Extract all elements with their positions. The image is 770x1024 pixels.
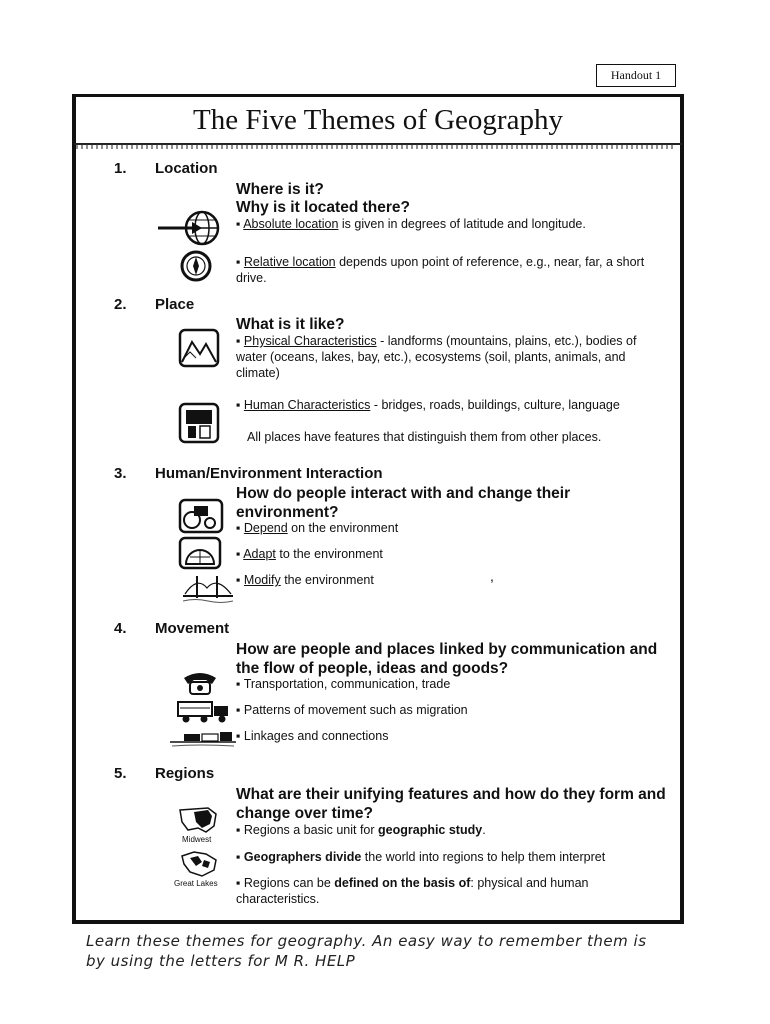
theme-number: 3. [114,465,127,482]
theme-heading: Human/Environment Interaction [155,465,383,482]
bullet-item: ▪ Depend on the environment [236,521,399,535]
theme-heading: Location [155,160,218,177]
mountains-icon [178,328,220,368]
train-icon [170,728,236,748]
great-lakes-map-icon [180,848,220,878]
bullet-item: ▪ Transportation, communication, trade [236,677,451,691]
town-icon [178,402,220,444]
theme-heading: Place [155,296,195,313]
bullet-item: ▪ Human Characteristics - bridges, roads, buildings, culture, language [236,398,620,412]
theme-number: 2. [114,296,127,313]
bullet-item: ▪ Physical Characteristics - landforms (mountains, plains, etc.), bodies of water (oceans, lakes, bay, etc.), ecosystems (soil, plants, animals, and climate) [236,334,637,380]
theme-note: All places have features that distinguish them from other places. [247,430,602,444]
title-bar [74,97,682,145]
theme-number: 4. [114,620,127,637]
page-title: The Five Themes of Geography [193,104,563,136]
decorative-divider [76,144,676,149]
bullet-item: ▪ Adapt to the environment [236,547,383,561]
truck-icon [176,698,232,724]
theme-question: Where is it? [236,181,324,198]
bullet-item: ▪ Patterns of movement such as migration [236,703,468,717]
theme-number: 5. [114,765,127,782]
bullet-item: ▪ Regions can be defined on the basis of: physical and human characteristics. [236,876,589,906]
bridge-icon [183,574,233,604]
map-caption: Midwest [182,835,212,844]
handout-label: Handout 1 [596,64,676,87]
theme-number: 1. [114,160,127,177]
theme-question: How are people and places linked by communication and the flow of people, ideas and goods? [236,641,658,677]
bullet-item: ▪ Absolute location is given in degrees of latitude and longitude. [236,217,586,231]
handwritten-note-line-2: by using the letters for M R. HELP [86,952,356,970]
theme-heading: Movement [155,620,230,637]
bullet-item: ▪ Regions a basic unit for geographic study. [236,823,486,837]
stray-mark: , [490,568,494,584]
theme-question: Why is it located there? [236,199,410,216]
map-caption: Great Lakes [174,879,218,888]
dome-icon [178,536,222,570]
bullet-item: ▪ Geographers divide the world into regions to help them interpret [236,850,606,864]
theme-question: How do people interact with and change their environment? [236,485,571,521]
theme-question: What is it like? [236,316,345,333]
theme-heading: Regions [155,765,215,782]
bullet-item: ▪ Linkages and connections [236,729,389,743]
telephone-icon [180,668,220,696]
theme-question: What are their unifying features and how do they form and change over time? [236,786,666,822]
handwritten-note-line-1: Learn these themes for geography. An easy way to remember them is [86,932,647,950]
bullet-item: ▪ Modify the environment [236,573,374,587]
bullet-item: ▪ Relative location depends upon point of reference, e.g., near, far, a short drive. [236,255,645,285]
us-map-icon [178,804,218,834]
tractor-icon [178,498,224,534]
compass-icon [180,249,212,283]
globe-arrow-icon [156,206,220,248]
